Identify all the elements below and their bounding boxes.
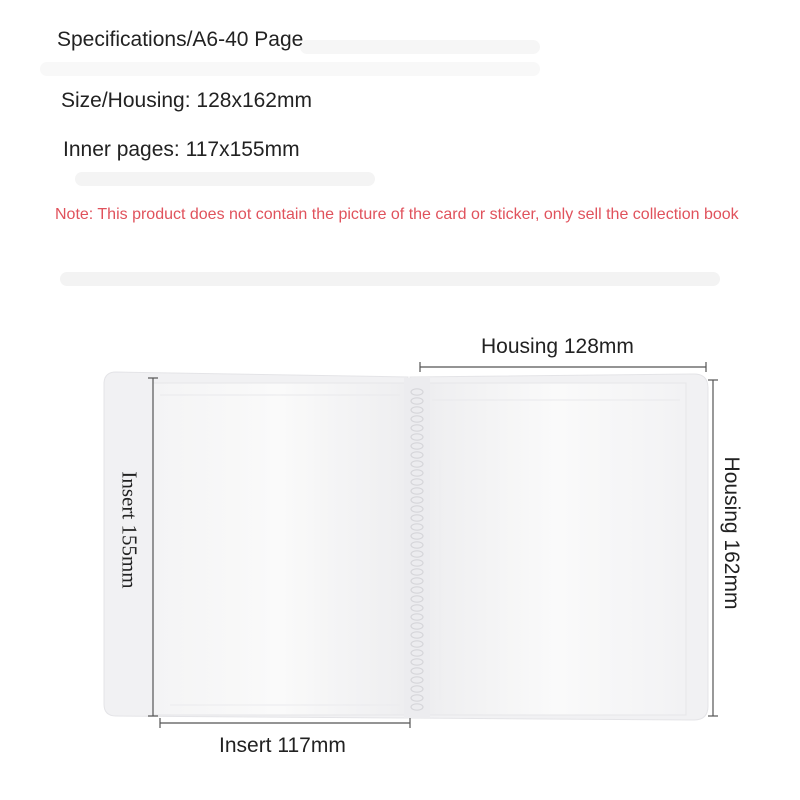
spec-title: Specifications/A6-40 Page — [57, 28, 304, 51]
insert-height-label: Insert 155mm — [117, 471, 142, 589]
housing-width-label: Housing 128mm — [481, 335, 634, 358]
product-note: Note: This product does not contain the picture of the card or sticker, only sell the collection book — [55, 206, 739, 223]
spec-inner-pages: Inner pages: 117x155mm — [63, 138, 300, 161]
insert-width-label: Insert 117mm — [219, 734, 346, 757]
housing-height-label: Housing 162mm — [720, 456, 743, 610]
right-sleeve — [428, 383, 686, 715]
left-sleeve — [153, 383, 405, 715]
spec-size-housing: Size/Housing: 128x162mm — [61, 89, 312, 112]
